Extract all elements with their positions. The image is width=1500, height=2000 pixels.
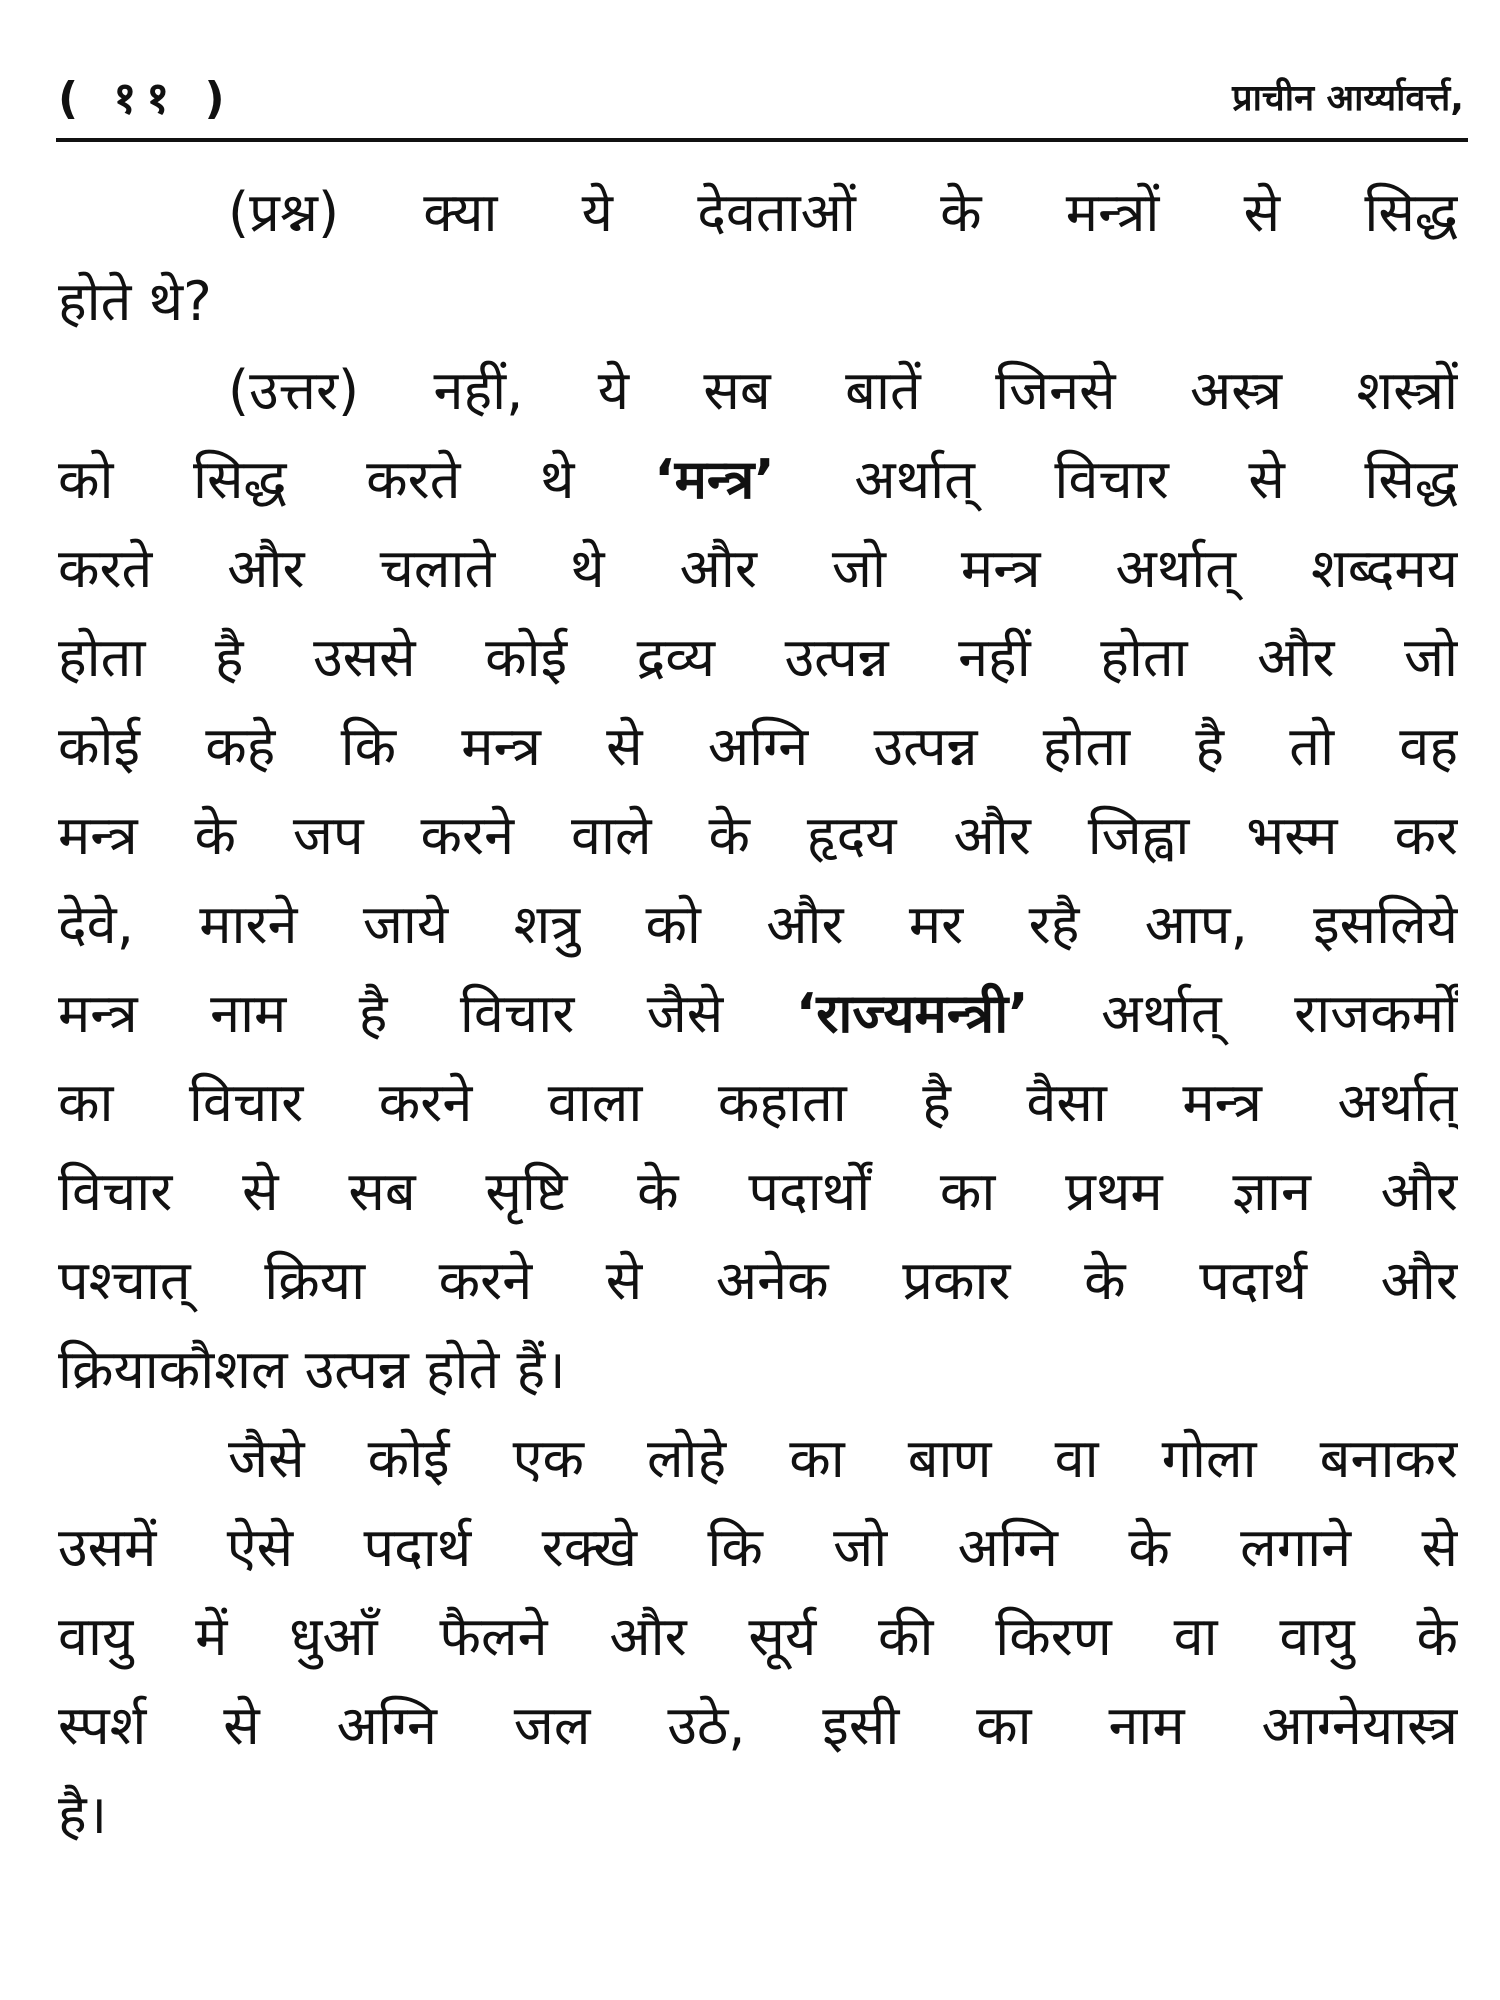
text-line: है। [58, 1783, 108, 1846]
text-line: होता है उससे कोई द्रव्य उत्पन्न नहीं होता और जो [58, 626, 1458, 689]
text-segment: को सिद्ध करते थे [58, 448, 655, 511]
text-line: जैसे कोई एक लोहे का बाण वा गोला बनाकर [228, 1427, 1458, 1490]
text-line: करते और चलाते थे और जो मन्त्र अर्थात् शब्दमय [58, 537, 1458, 600]
bold-term-rajyamantri: ‘राज्यमन्त्री’ [795, 982, 1029, 1045]
text-line: होते थे? [58, 270, 212, 333]
text-line: (प्रश्न) क्या ये देवताओं के मन्त्रों से सिद्ध [228, 181, 1458, 244]
text-line: स्पर्श से अग्नि जल उठे, इसी का नाम आग्नेयास्त्र [58, 1694, 1458, 1757]
text-line: कोई कहे कि मन्त्र से अग्नि उत्पन्न होता है तो वह [58, 715, 1458, 778]
running-title: प्राचीन आर्य्यावर्त्त, [1232, 78, 1464, 119]
text-segment: मन्त्र नाम है विचार जैसे [58, 982, 796, 1045]
text-line: देवे, मारने जाये शत्रु को और मर रहै आप, इसलिये [58, 893, 1458, 956]
text-line: क्रियाकौशल उत्पन्न होते हैं। [58, 1338, 566, 1401]
text-line: उसमें ऐसे पदार्थ रक्खे कि जो अग्नि के लगाने से [58, 1516, 1458, 1579]
text-line [58, 435, 1458, 524]
body-text [58, 168, 1458, 1859]
text-line: वायु में धुआँ फैलने और सूर्य की किरण वा वायु के [58, 1605, 1458, 1668]
text-line: विचार से सब सृष्टि के पदार्थों का प्रथम ज्ञान और [58, 1160, 1458, 1223]
text-segment: अर्थात् विचार से सिद्ध [774, 448, 1458, 511]
text-line: का विचार करने वाला कहाता है वैसा मन्त्र अर्थात् [58, 1071, 1458, 1134]
header-rule [56, 138, 1468, 142]
text-line: पश्चात् क्रिया करने से अनेक प्रकार के पदार्थ और [58, 1249, 1458, 1312]
text-line: मन्त्र के जप करने वाले के हृदय और जिह्वा भस्म कर [58, 804, 1458, 867]
text-line: (उत्तर) नहीं, ये सब बातें जिनसे अस्त्र शस्त्रों [228, 359, 1458, 422]
text-segment: अर्थात् राजकर्मों [1028, 982, 1458, 1045]
page-header [58, 60, 1464, 130]
bold-term-mantra: ‘मन्त्र’ [654, 448, 775, 511]
text-line [58, 969, 1458, 1058]
page-number: ( ११ ) [58, 73, 235, 124]
